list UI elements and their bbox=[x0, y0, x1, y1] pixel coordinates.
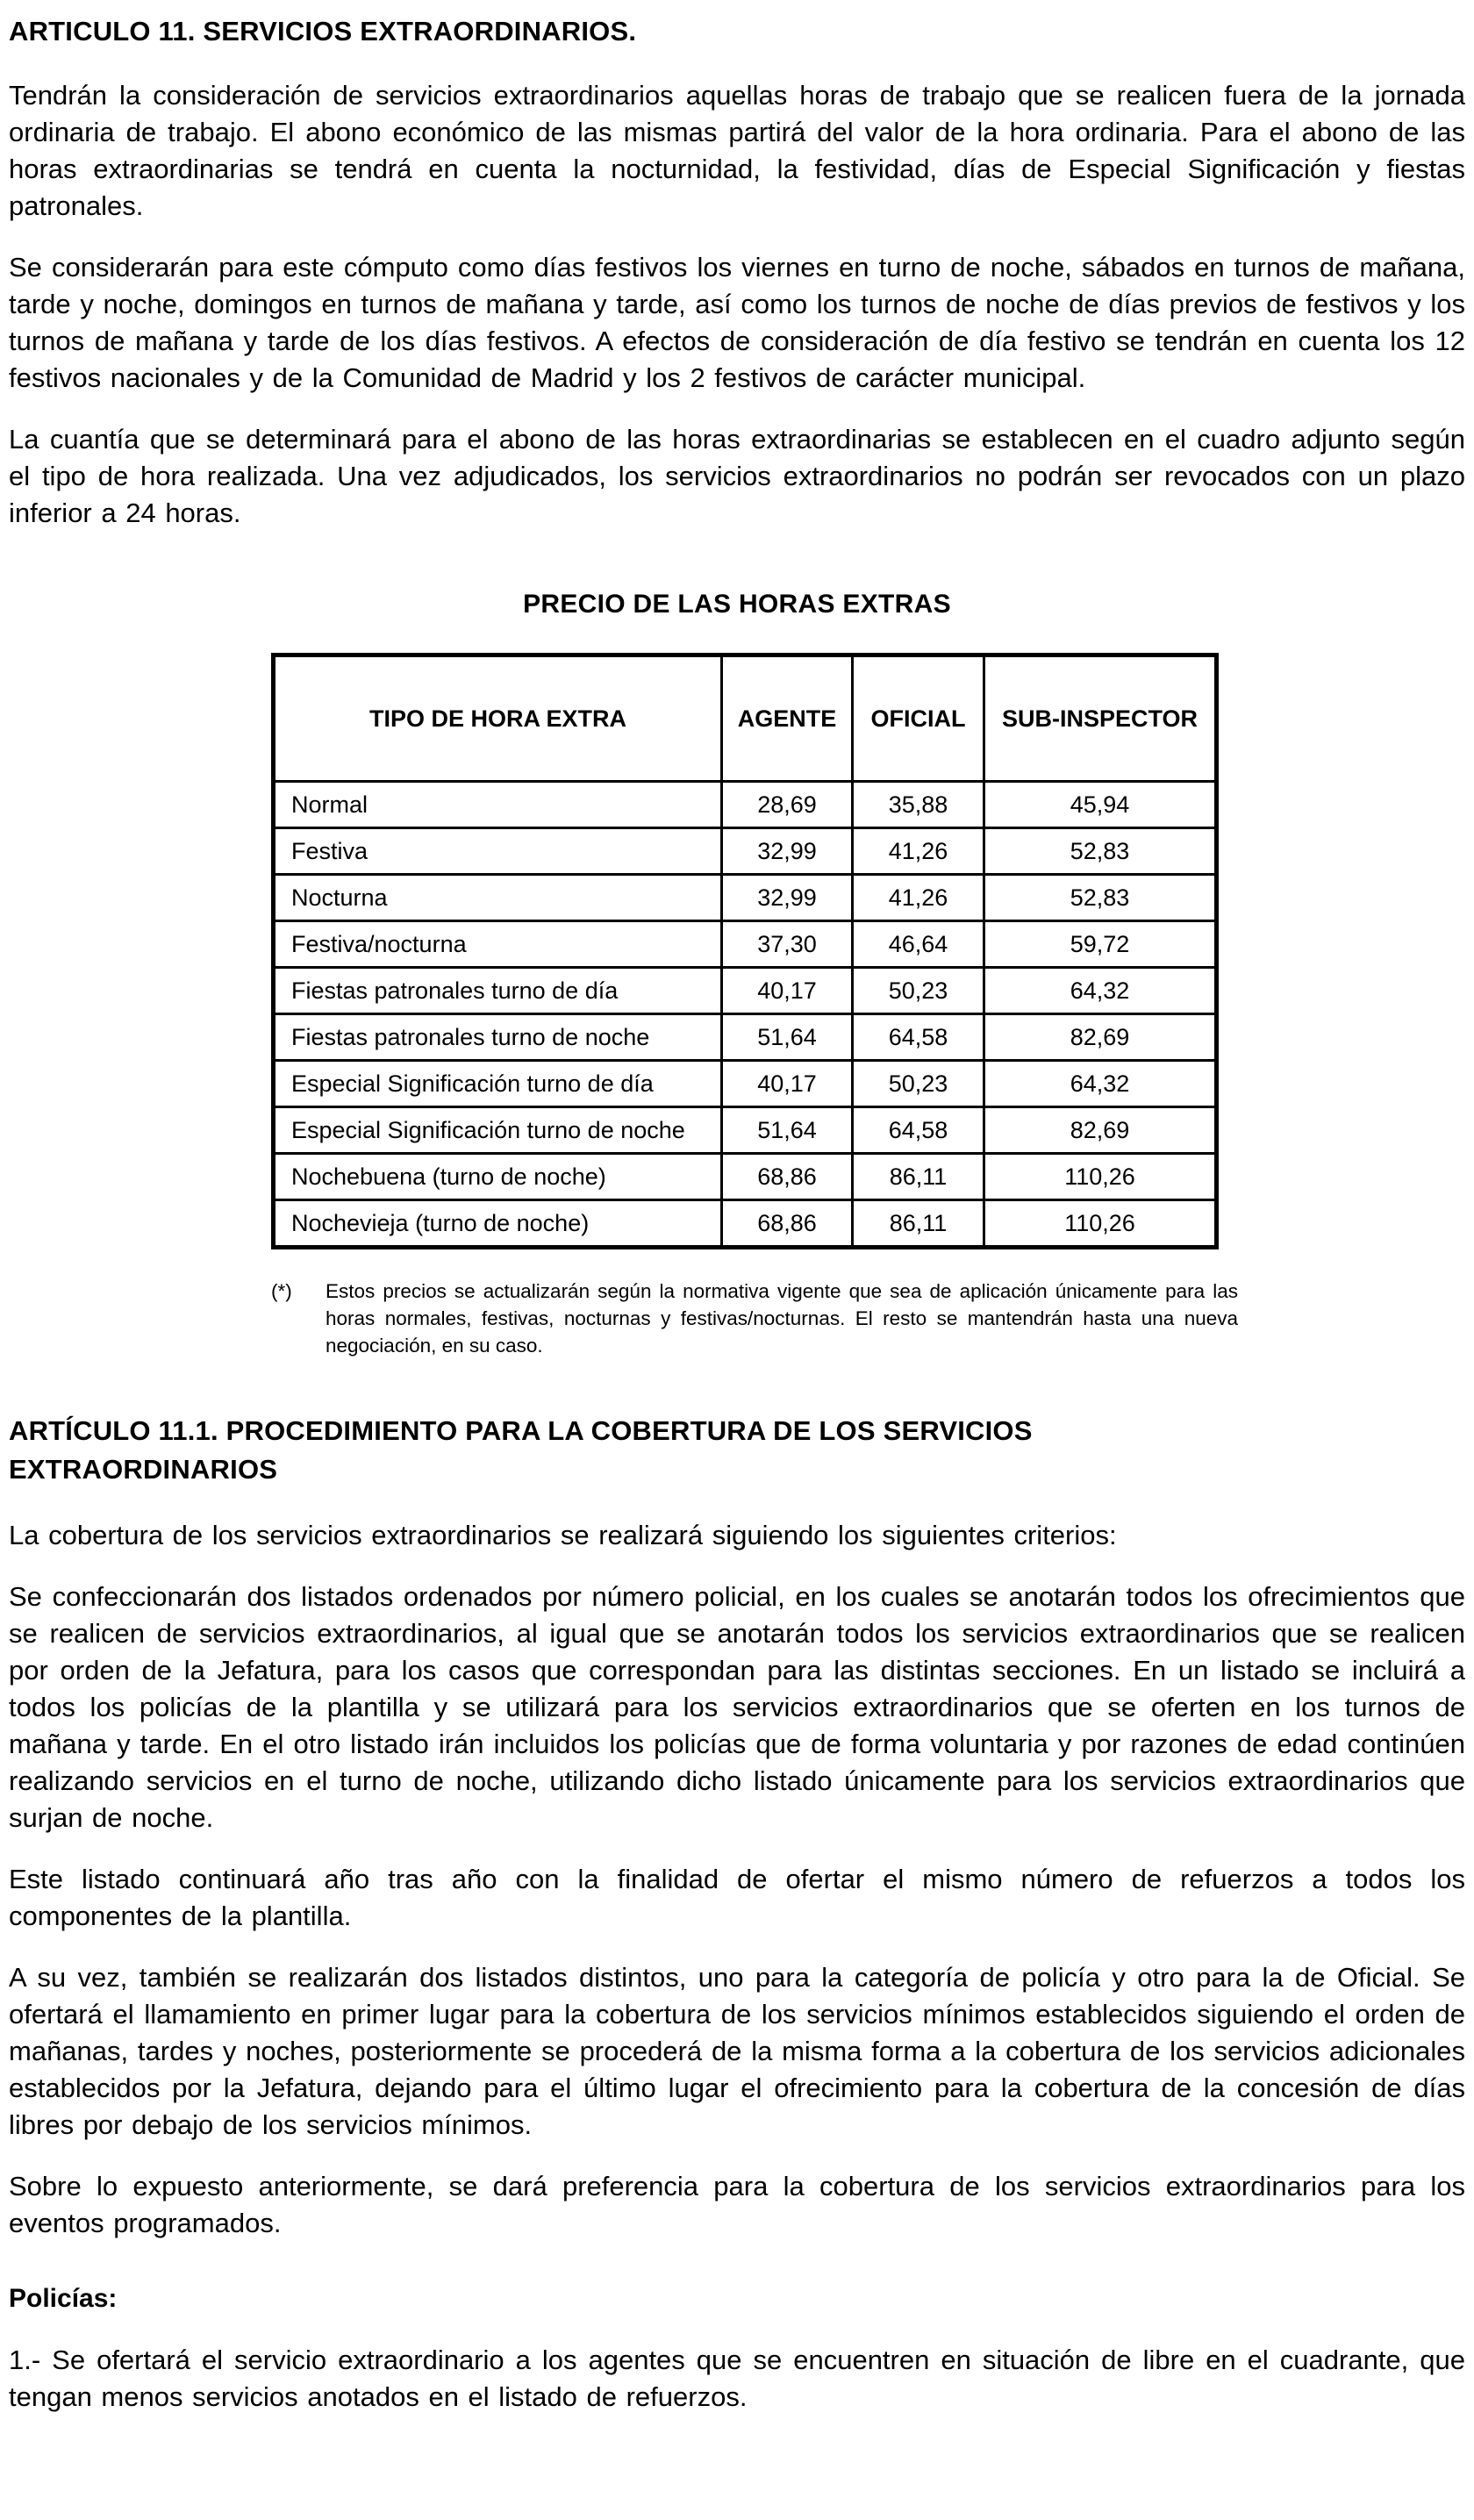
row-label: Nochevieja (turno de noche) bbox=[274, 1200, 722, 1248]
row-label: Nochebuena (turno de noche) bbox=[274, 1154, 722, 1200]
article-11-1-paragraph-5: Sobre lo expuesto anteriormente, se dará preferencia para la cobertura de los servicios extraordinarios para los eventos programados. bbox=[9, 2171, 1465, 2238]
sub-inspector-value: 110,26 bbox=[984, 1154, 1217, 1200]
article-11-1-paragraph-4: A su vez, también se realizarán dos listados distintos, uno para la categoría de policía y otro para la de Oficial. Se ofertará el llamamiento en primer lugar para la cobertura de los servicios mínimos establecidos siguiendo el orden de mañanas, tardes y noches, posteriormente se procederá de la misma forma a la cobertura de los servicios adicionales establecidos por la Jefatura, dejando para el último lugar el ofrecimiento para la cobertura de la concesión de días libres por debajo de los servicios mínimos. bbox=[9, 1962, 1465, 2140]
footnote-text: Estos precios se actualizarán según la normativa vigente que sea de aplicación únicamente para las horas normales, festivas, nocturnas y festivas/nocturnas. El resto se mantendrán hasta una nueva negociación, en su caso. bbox=[326, 1280, 1238, 1357]
agente-value: 68,86 bbox=[722, 1154, 853, 1200]
table-row bbox=[274, 1061, 1217, 1107]
sub-inspector-value: 82,69 bbox=[984, 1014, 1217, 1061]
agente-value: 68,86 bbox=[722, 1200, 853, 1248]
table-row bbox=[274, 782, 1217, 828]
sub-inspector-value: 45,94 bbox=[984, 782, 1217, 828]
column-header-tipo-de-hora-extra: TIPO DE HORA EXTRA bbox=[274, 655, 722, 782]
sub-inspector-value: 64,32 bbox=[984, 968, 1217, 1014]
column-header-agente: AGENTE bbox=[722, 655, 853, 782]
row-label: Festiva/nocturna bbox=[274, 921, 722, 968]
row-label: Especial Significación turno de día bbox=[274, 1061, 722, 1107]
article-11-paragraph-3: La cuantía que se determinará para el abono de las horas extraordinarias se establecen en el cuadro adjunto según el tipo de hora realizada. Una vez adjudicados, los servicios extraordinarios no podrán ser revocados con un plazo inferior a 24 horas. bbox=[9, 424, 1465, 528]
agente-value: 32,99 bbox=[722, 875, 853, 921]
article-11-1-paragraph-2: Se confeccionarán dos listados ordenados por número policial, en los cuales se anotarán todos los ofrecimientos que se realicen de servicios extraordinarios, al igual que se anotarán todos los servicios extraordinarios que se realicen por orden de la Jefatura, para los casos que correspondan para las distintas secciones. En un listado se incluirá a todos los policías de la plantilla y se utilizará para los servicios extraordinarios que se oferten en los turnos de mañana y tarde. En el otro listado irán incluidos los policías que de forma voluntaria y por razones de edad continúen realizando servicios en el turno de noche, utilizando dicho listado únicamente para los servicios extraordinarios que surjan de noche. bbox=[9, 1581, 1465, 1833]
sub-inspector-value: 52,83 bbox=[984, 875, 1217, 921]
row-label: Nocturna bbox=[274, 875, 722, 921]
table-row bbox=[274, 968, 1217, 1014]
article-11-1-title: ARTÍCULO 11.1. PROCEDIMIENTO PARA LA COBERTURA DE LOS SERVICIOS EXTRAORDINARIOS bbox=[9, 1415, 1033, 1485]
sub-inspector-value: 64,32 bbox=[984, 1061, 1217, 1107]
footnote-marker: (*) bbox=[271, 1280, 292, 1302]
article-11-title: ARTICULO 11. SERVICIOS EXTRAORDINARIOS. bbox=[9, 16, 637, 47]
table-row bbox=[274, 1200, 1217, 1248]
oficial-value: 46,64 bbox=[853, 921, 984, 968]
sub-inspector-value: 59,72 bbox=[984, 921, 1217, 968]
row-label: Fiestas patronales turno de día bbox=[274, 968, 722, 1014]
oficial-value: 64,58 bbox=[853, 1107, 984, 1154]
row-label: Normal bbox=[274, 782, 722, 828]
price-table-title: PRECIO DE LAS HORAS EXTRAS bbox=[523, 590, 951, 619]
price-table bbox=[271, 653, 1219, 1249]
oficial-value: 50,23 bbox=[853, 1061, 984, 1107]
agente-value: 40,17 bbox=[722, 1061, 853, 1107]
sub-inspector-value: 52,83 bbox=[984, 828, 1217, 875]
column-header-sub-inspector: SUB-INSPECTOR bbox=[984, 655, 1217, 782]
table-row bbox=[274, 1107, 1217, 1154]
table-row bbox=[274, 1014, 1217, 1061]
row-label: Especial Significación turno de noche bbox=[274, 1107, 722, 1154]
oficial-value: 86,11 bbox=[853, 1200, 984, 1248]
oficial-value: 41,26 bbox=[853, 828, 984, 875]
table-row bbox=[274, 828, 1217, 875]
article-11-1-paragraph-1: La cobertura de los servicios extraordinarios se realizará siguiendo los siguientes criterios: bbox=[9, 1520, 1117, 1550]
row-label: Festiva bbox=[274, 828, 722, 875]
row-label: Fiestas patronales turno de noche bbox=[274, 1014, 722, 1061]
sub-inspector-value: 82,69 bbox=[984, 1107, 1217, 1154]
table-header-row bbox=[274, 655, 1217, 782]
sub-inspector-value: 110,26 bbox=[984, 1200, 1217, 1248]
table-row bbox=[274, 921, 1217, 968]
table-row bbox=[274, 875, 1217, 921]
column-header-oficial: OFICIAL bbox=[853, 655, 984, 782]
agente-value: 32,99 bbox=[722, 828, 853, 875]
agente-value: 40,17 bbox=[722, 968, 853, 1014]
oficial-value: 35,88 bbox=[853, 782, 984, 828]
agente-value: 51,64 bbox=[722, 1014, 853, 1061]
oficial-value: 86,11 bbox=[853, 1154, 984, 1200]
article-11-paragraph-1: Tendrán la consideración de servicios extraordinarios aquellas horas de trabajo que se realicen fuera de la jornada ordinaria de trabajo. El abono económico de las mismas partirá del valor de la hora ordinaria. Para el abono de las horas extraordinarias se tendrá en cuenta la nocturnidad, la festividad, días de Especial Significación y fiestas patronales. bbox=[9, 80, 1465, 221]
policias-subheading: Policías: bbox=[9, 2284, 118, 2313]
oficial-value: 50,23 bbox=[853, 968, 984, 1014]
agente-value: 28,69 bbox=[722, 782, 853, 828]
oficial-value: 41,26 bbox=[853, 875, 984, 921]
article-11-paragraph-2: Se considerarán para este cómputo como días festivos los viernes en turno de noche, sábados en turnos de mañana, tarde y noche, domingos en turnos de mañana y tarde, así como los turnos de noche de días previos de festivos y los turnos de mañana y tarde de los días festivos. A efectos de consideración de día festivo se tendrán en cuenta los 12 festivos nacionales y de la Comunidad de Madrid y los 2 festivos de carácter municipal. bbox=[9, 252, 1465, 393]
article-11-1-paragraph-3: Este listado continuará año tras año con la finalidad de ofertar el mismo número de refuerzos a todos los componentes de la plantilla. bbox=[9, 1864, 1465, 1931]
table-footnote bbox=[271, 1278, 1465, 1359]
agente-value: 51,64 bbox=[722, 1107, 853, 1154]
table-row bbox=[274, 1154, 1217, 1200]
policias-item-1: 1.- Se ofertará el servicio extraordinario a los agentes que se encuentren en situación de libre en el cuadrante, que tengan menos servicios anotados en el listado de refuerzos. bbox=[9, 2345, 1465, 2412]
agente-value: 37,30 bbox=[722, 921, 853, 968]
oficial-value: 64,58 bbox=[853, 1014, 984, 1061]
